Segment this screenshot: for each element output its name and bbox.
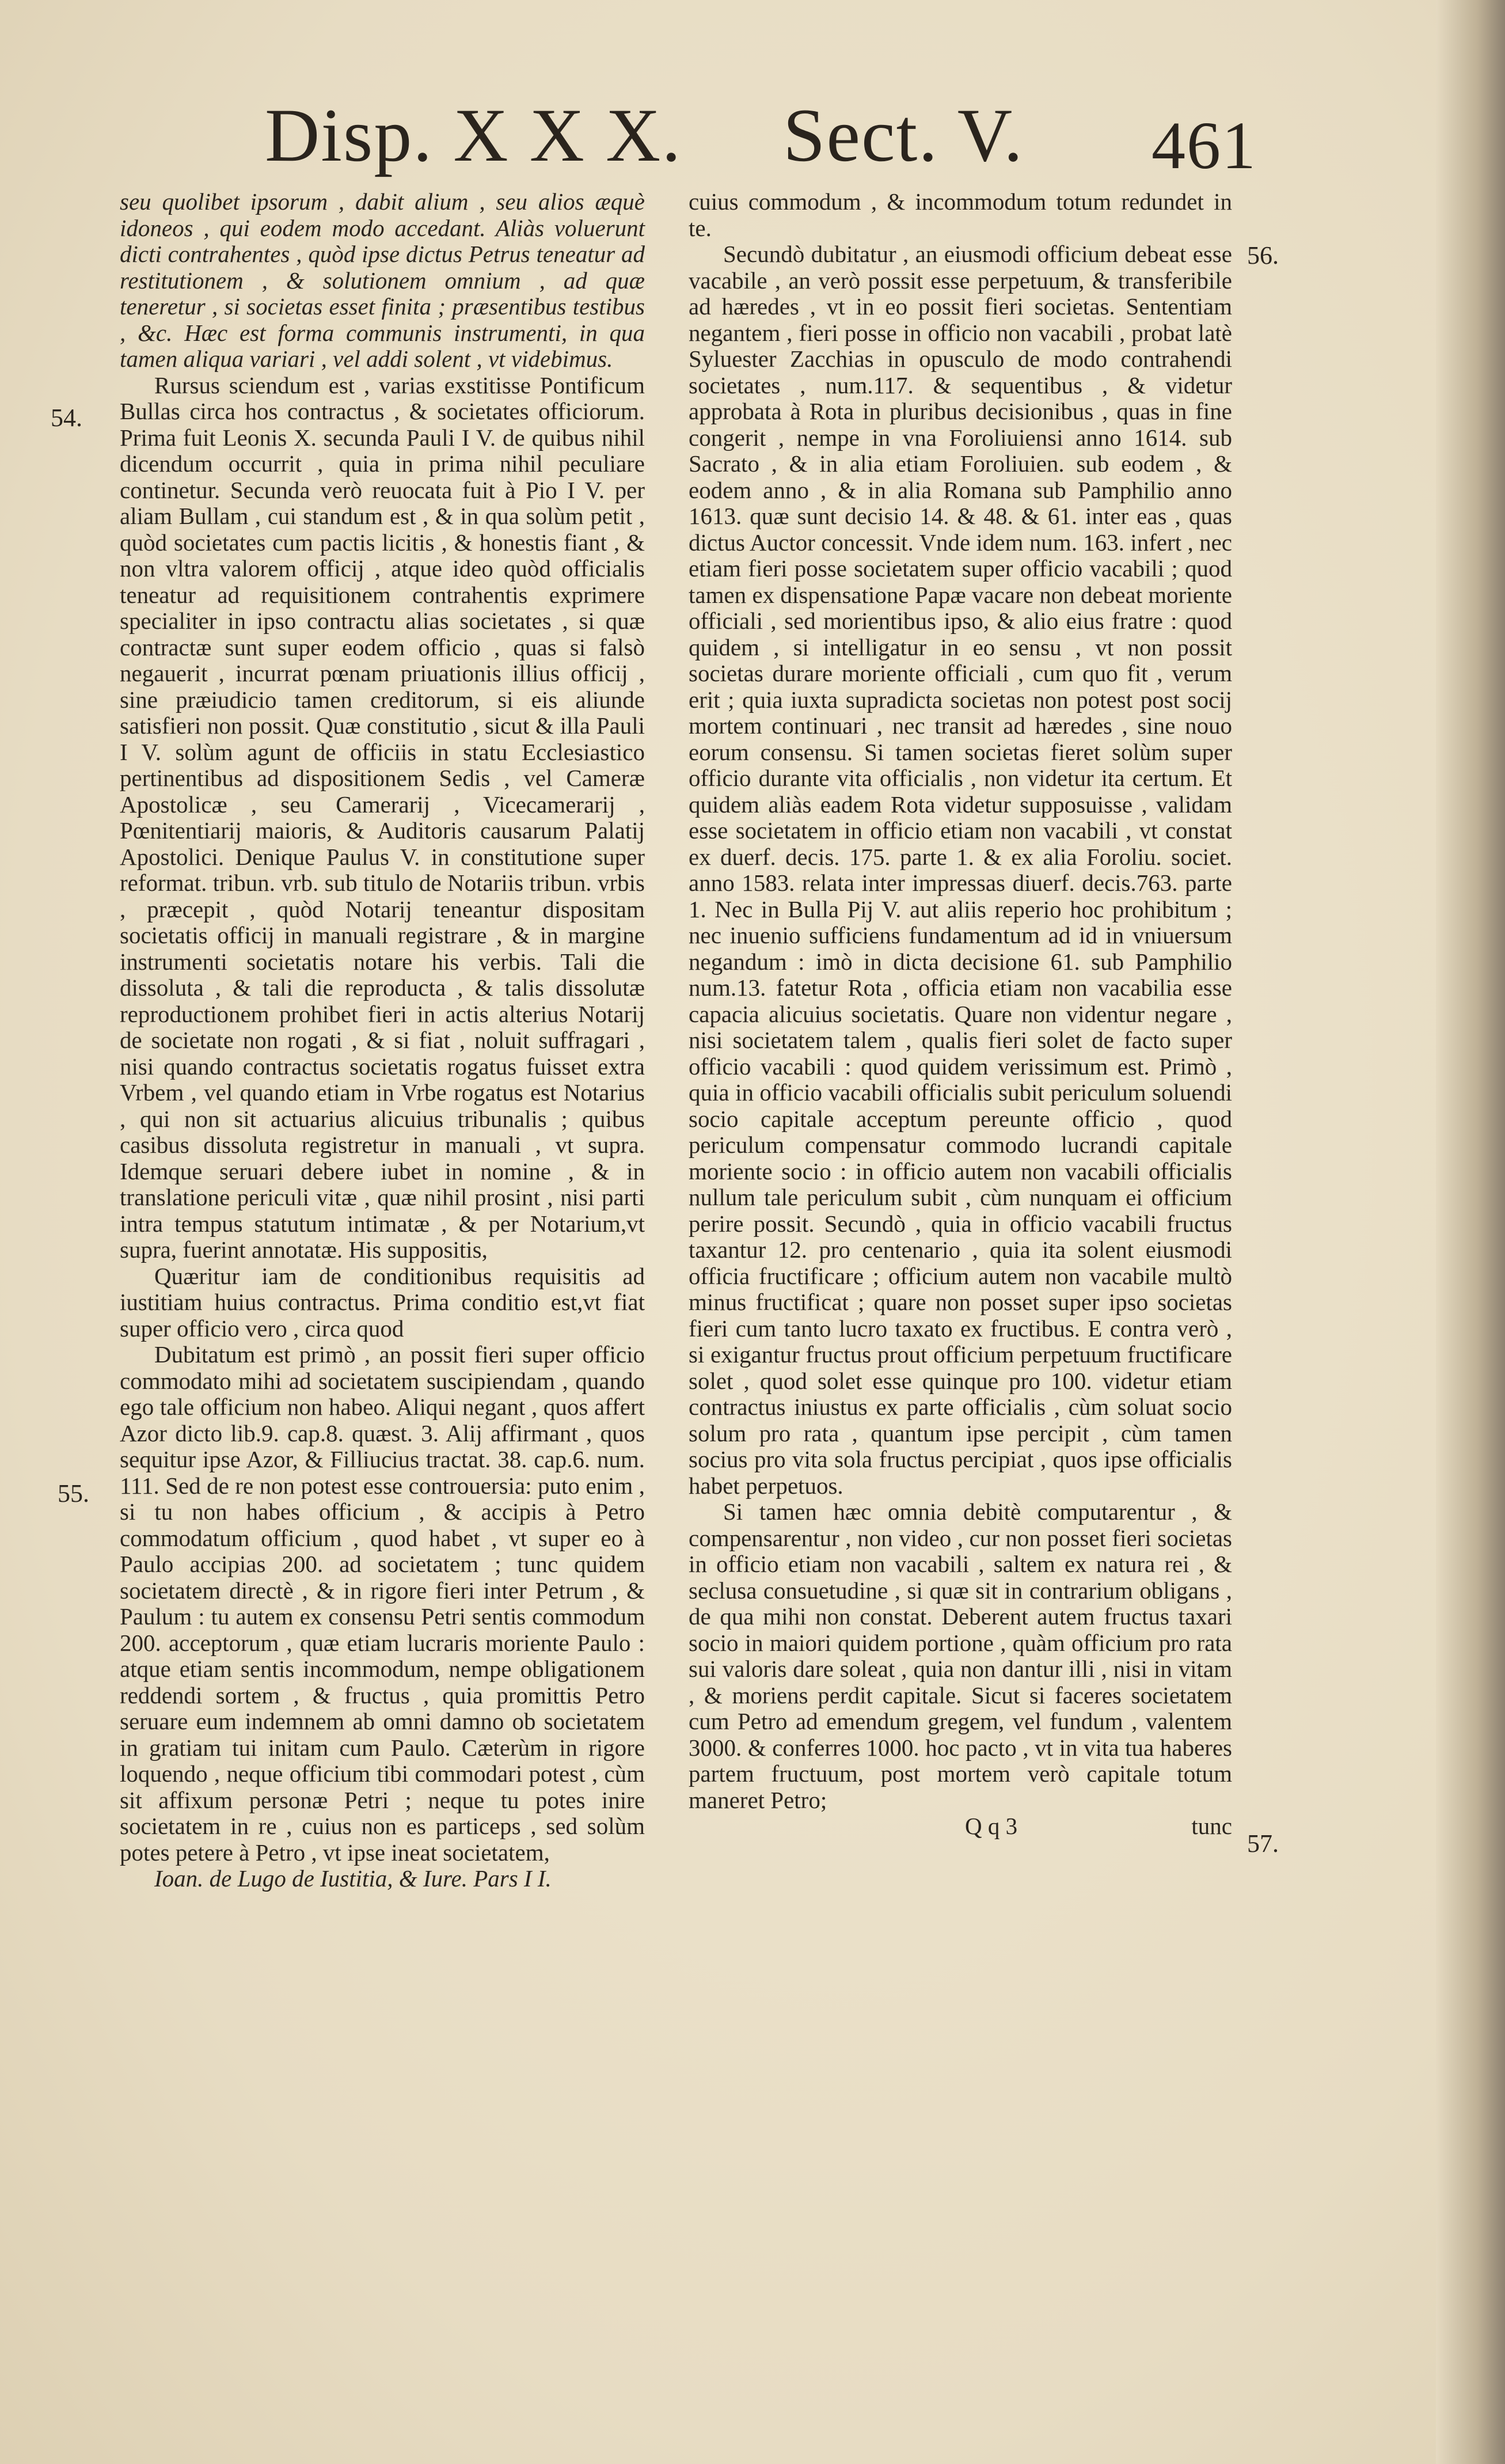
left-footer-title: Ioan. de Lugo de Iustitia, & Iure. Pars I I. [154, 1865, 552, 1892]
header-section: Sect. V. [783, 93, 1024, 177]
left-text-column [120, 189, 645, 1892]
page-number: 461 [1151, 108, 1257, 183]
right-paragraph-2: Secundò dubitatur , an eiusmodi officium debeat esse vacabile , an verò possit esse perpetuum, & transferibile ad hæredes , vt in eo possit fieri societas. Sententiam negantem , fieri posse in officio non vacabili , probat latè Syluester Zacchias in opusculo de modo contrahendi societates , num.117. & sequentibus , & videtur approbata à Rota in pluribus decisionibus , quas in fine congerit , nempe in vna Foroliuiensi anno 1614. sub Sacrato , & in alia etiam Foroliuien. sub eodem , & eodem anno , & in alia Romana sub Pamphilio anno 1613. quæ sunt decisio 14. & 48. & 61. inter eas , quas dictus Auctor concessit. Vnde idem num. 163. infert , nec etiam fieri posse societatem super officio vacabili ; quod tamen ex dispensatione Papæ vacare non debeat moriente officiali , sed morientibus ipso, & alio eius fratre : quod quidem , si intelligatur in eo sensu , vt non possit societas durare moriente officiali , cum quo fit , verum erit ; quia iuxta supradicta societas non potest post socij mortem continuari , nec transit ad hæredes , sine nouo eorum consensu. Si tamen societas fieret solùm super officio durante vita officialis , non videtur ita certum. Et quidem aliàs eadem Rota videtur supposuisse , validam esse societatem in officio etiam non vacabili , vt constat ex duerf. decis. 175. parte 1. & ex alia Foroliu. societ. anno 1583. relata inter impressas diuerf. decis.763. parte 1. Nec in Bulla Pij V. aut aliis reperio hoc prohibitum ; nec inuenio sufficiens fundamentum ad id in vniuersum negandum : imò in dicta decisione 61. sub Pamphilio num.13. fatetur Rota , officia etiam non vacabilia esse capacia alicuius societatis. Quare non videntur negare , nisi societatem talem , qualis fieri solet de facto super officio vacabili : quod quidem verissimum est. Primò , quia in officio vacabili officialis subit periculum soluendi socio capitale acceptum pereunte officio , quod periculum compensatur commodo lucrandi capitale moriente socio : in officio autem non vacabili officialis nullum tale periculum subit , cùm nunquam ei officium perire possit. Secundò , quia in officio vacabili fructus taxantur 12. pro centenario , quia ita solent eiusmodi officia fructificare ; officium autem non vacabile multò minus fructificat ; quare non posset super ipso societas fieri cum tanto lucro taxato ex fructibus. E contra verò , si exigantur fructus prout officium perpetuum fructificare solet , quod solet esse quinque pro 100. videtur etiam contractus iniustus ex parte officialis , cùm soluat socio solum pro rata , quantum ipse percipit , cùm tamen socius pro vita sola fructus percipiat , quos ipse officialis habet perpetuos. [689, 241, 1232, 1499]
page-gutter-shadow [1436, 0, 1505, 2464]
signature-mark: Q q 3 [965, 1813, 1018, 1839]
right-footer-line [689, 1813, 1232, 1840]
right-text-column [689, 189, 1232, 1840]
margin-number-56: 56. [1247, 241, 1279, 269]
left-paragraph-3: Quæritur iam de conditionibus requisitis ad iustitiam huius contractus. Prima conditio est,vt fiat super officio vero , circa quod [120, 1262, 645, 1342]
margin-number-57: 57. [1247, 1829, 1279, 1858]
right-paragraph-3: Si tamen hæc omnia debitè computarentur , & compensarentur , non video , cur non posset fieri societas in officio etiam non vacabili , saltem ex natura rei , & seclusa consuetudine , si quæ sit in contrarium obligans , de qua mihi non constat. Deberent autem fructus taxari socio in maiori quidem portione , quàm officium pro rata sui valoris dare soleat , quia non dantur illi , nisi in vitam , & moriens perdit capitale. Sicut si faceres societatem cum Petro ad emendum gregem, vel fundum , valentem 3000. & conferres 1000. hoc pacto , vt in vita tua haberes partem fructuum, post mortem verò capitale totum maneret Petro; [689, 1498, 1232, 1813]
catchword: tunc [1191, 1813, 1232, 1839]
header-disputation: Disp. X X X. [265, 93, 682, 177]
left-paragraph-2: Rursus sciendum est , varias exstitisse Pontificum Bullas circa hos contractus , & societates officiorum. Prima fuit Leonis X. secunda Pauli I V. de quibus nihil dicendum occurrit , quia in prima nihil peculiare continetur. Secunda verò reuocata fuit à Pio I V. per aliam Bullam , cui standum est , & in qua solùm petit , quòd societates cum pactis licitis , & honestis fiant , & non vltra valorem officij , atque ideo quòd officialis teneatur ad requisitionem contrahentis exprimere specialiter in ipso contractu alias societates , si quæ contractæ sunt super eodem officio , quas si falsò negauerit , incurrat pœnam priuationis illius officij , sine præiudicio tamen creditorum, si eis aliunde satisfieri non possit. Quæ constitutio , sicut & illa Pauli I V. solùm agunt de officiis in statu Ecclesiastico pertinentibus ad dispositionem Sedis , vel Cameræ Apostolicæ , seu Camerarij , Vicecamerarij , Pœnitentiarij maioris, & Auditoris causarum Palatij Apostolici. Denique Paulus V. in constitutione super reformat. tribun. vrb. sub titulo de Notariis tribun. vrbis , præcepit , quòd Notarij teneantur dispositam societatis officij in manuali registrare , & in margine instrumenti societatis notare his verbis. Tali die dissoluta , & tali die reproducta , & talis dissolutæ reproductionem prohibet fieri in actis alterius Notarij de societate non rogati , & si fiat , noluit suffragari , nisi quando contractus societatis rogatus fuisset extra Vrbem , vel quando etiam in Vrbe rogatus est Notarius , qui non sit actuarius alicuius tribunalis ; quibus casibus dissoluta registretur in manuali , vt supra. Idemque seruari debere iubet in nomine , & in translatione periculi vitæ , quæ nihil prosint , nisi parti intra tempus statutum intimatæ , & per Notarium,vt supra, fuerint annotatæ. His suppositis, [120, 371, 645, 1263]
margin-number-54: 54. [51, 404, 82, 432]
right-paragraph-1: cuius commodum , & incommodum totum redundet in te. [689, 188, 1232, 241]
running-header [253, 92, 1257, 183]
left-paragraph-1: seu quolibet ipsorum , dabit alium , seu alios æquè idoneos , qui eodem modo accedant. Aliàs voluerunt dicti contrahentes , quòd ipse dictus Petrus teneatur ad restitutionem , & solutionem omnium , ad quæ teneretur , si societas esset finita ; præsentibus testibus , &c. Hæc est forma communis instrumenti, in qua tamen aliqua variari , vel addi solent , vt videbimus. [120, 188, 645, 372]
margin-number-55: 55. [58, 1479, 89, 1508]
left-paragraph-4: Dubitatum est primò , an possit fieri super officio commodato mihi ad societatem suscipiendam , quando ego tale officium non habeo. Aliqui negant , quos affert Azor dicto lib.9. cap.8. quæst. 3. Alij affirmant , quos sequitur ipse Azor, & Filliucius tractat. 38. cap.6. num. 111. Sed de re non potest esse controuersia: puto enim , si tu non habes officium , & accipis à Petro commodatum officium , quod habet , vt super eo à Paulo accipias 200. ad societatem ; tunc quidem societatem directè , & in rigore fieri inter Petrum , & Paulum : tu autem ex consensu Petri sentis commodum 200. acceptorum , quæ etiam lucraris moriente Paulo : atque etiam sentis incommodum, nempe obligationem reddendi sortem , & fructus , quia promittis Petro seruare eum indemnem ab omni damno ob societatem in gratiam tui initam cum Paulo. Cæterùm in rigore loquendo , neque officium tibi commodari potest , cùm sit affixum personæ Petri ; neque tu potes inire societatem in re , cuius non es particeps , sed solùm potes petere à Petro , vt ipse ineat societatem, [120, 1341, 645, 1866]
